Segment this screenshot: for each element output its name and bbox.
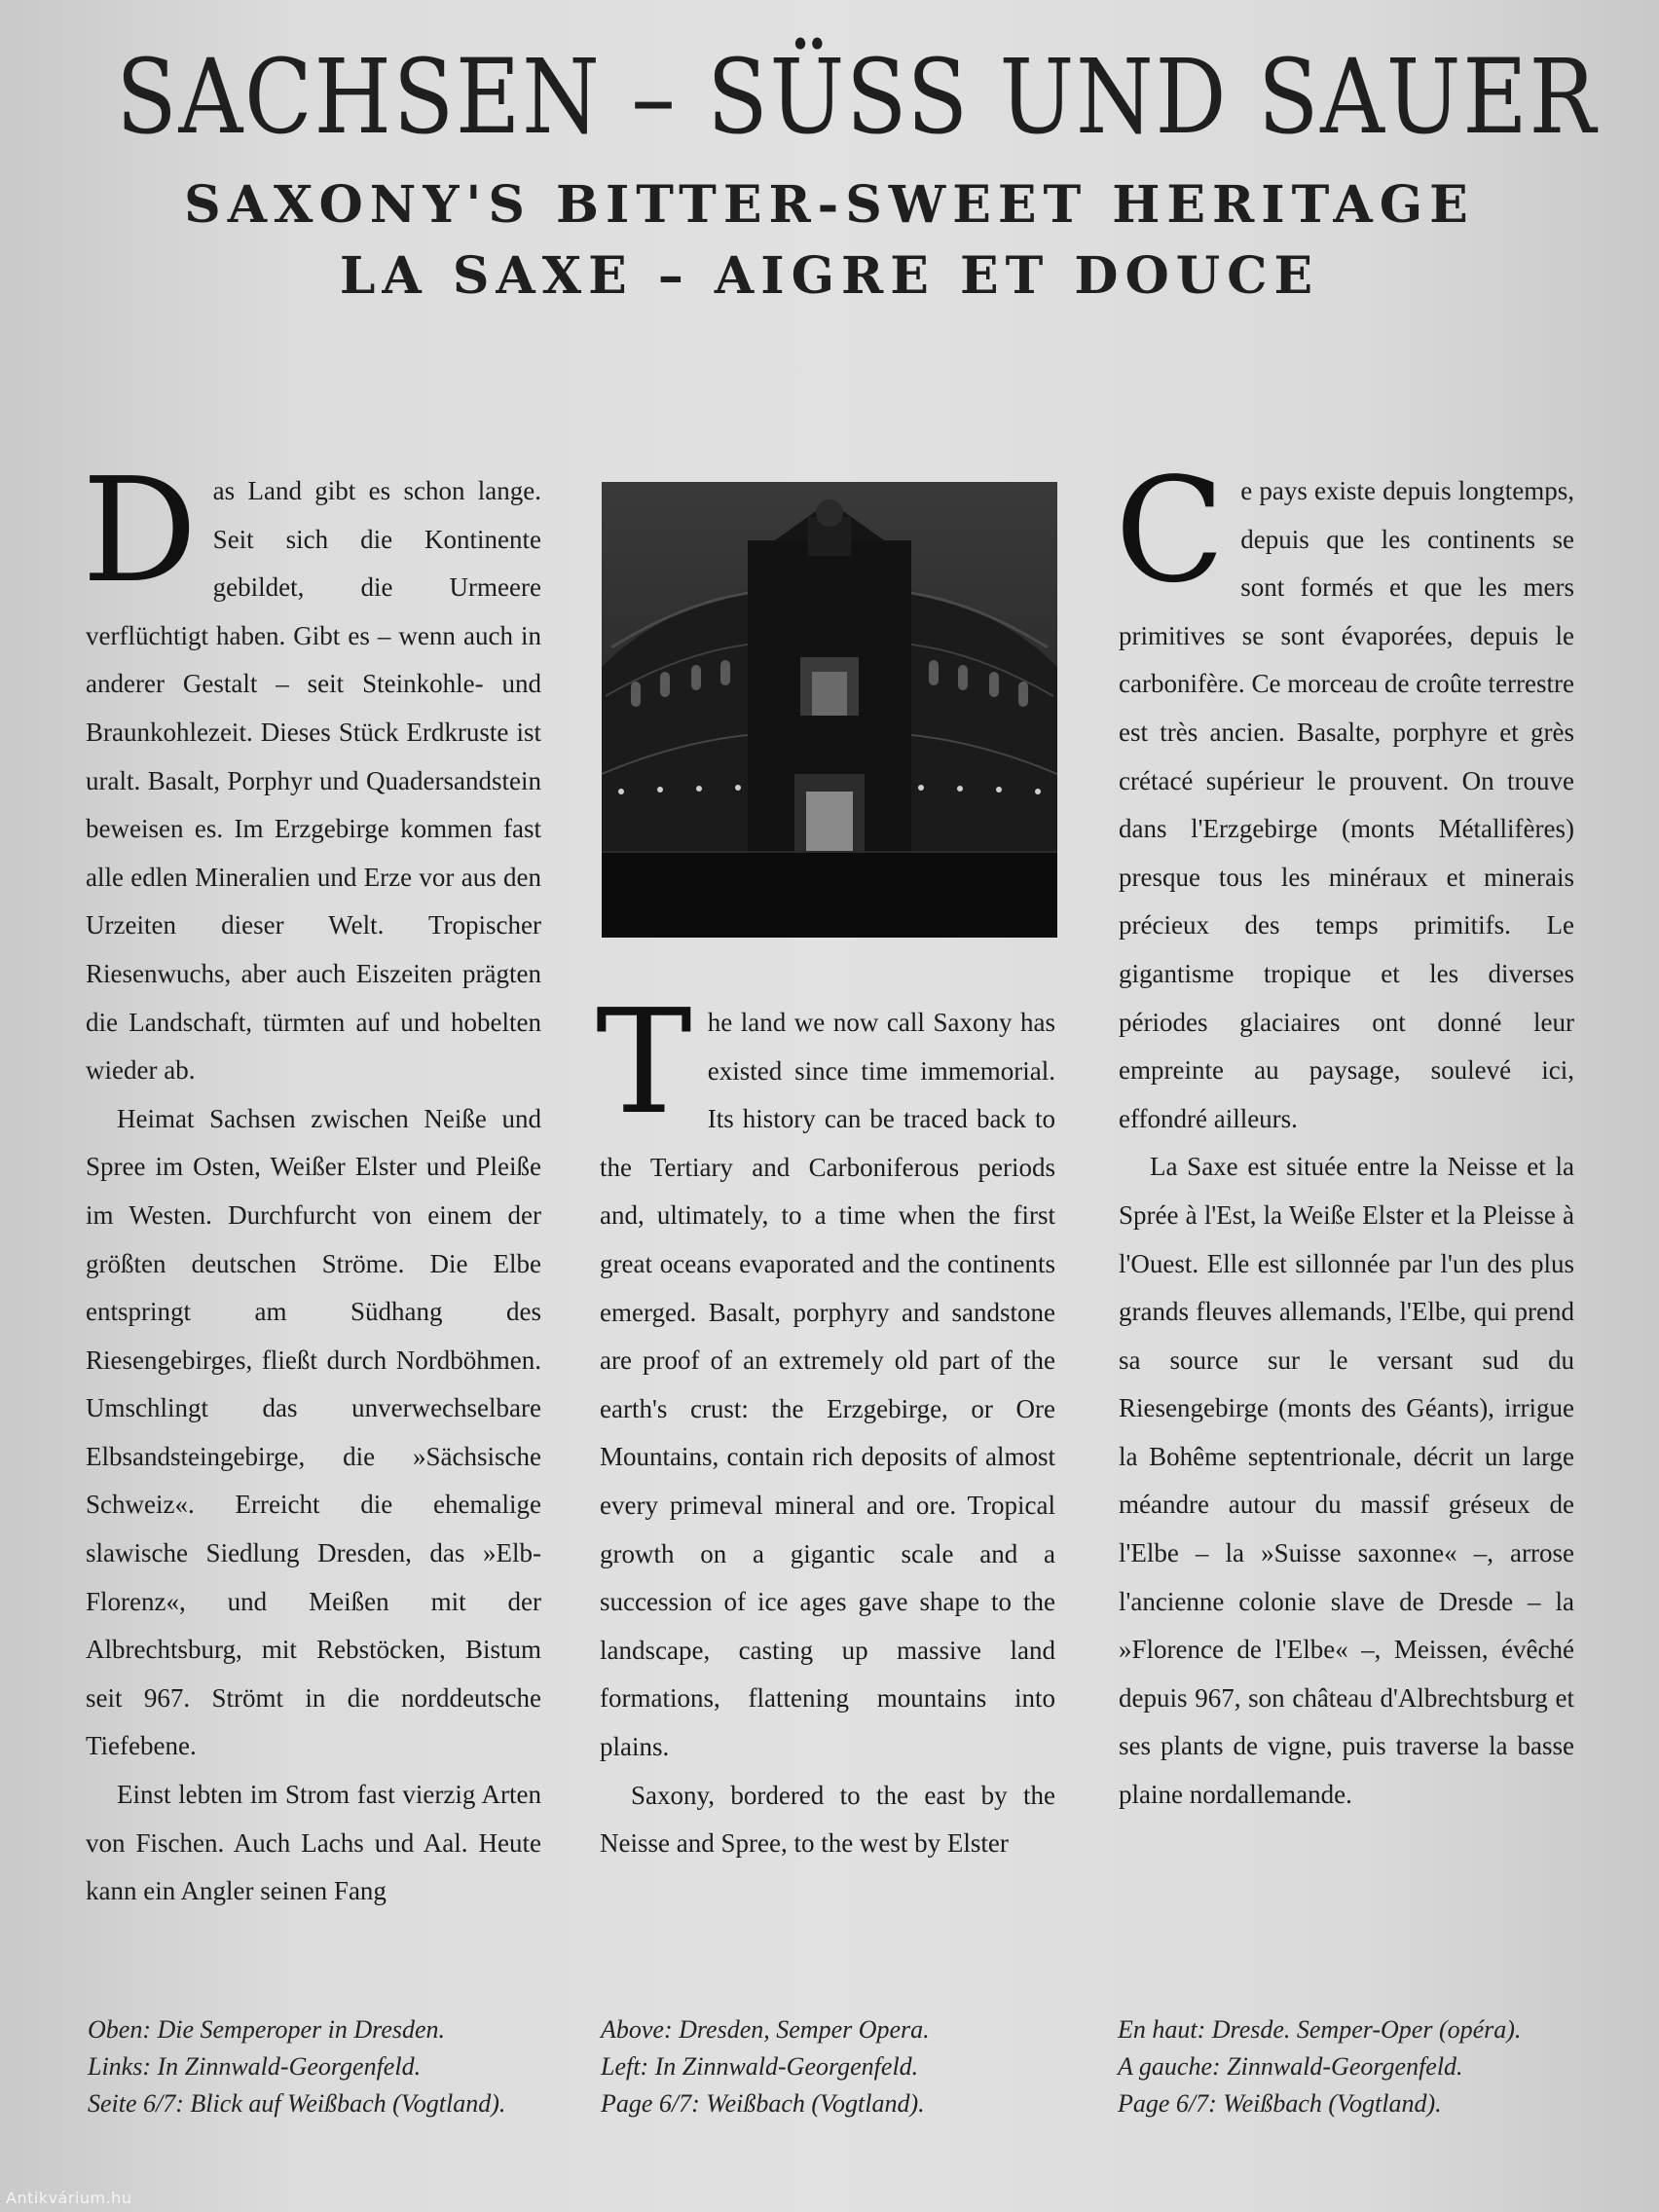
french-paragraph-1 [1115,447,1574,1143]
french-dropcap: C [1115,447,1226,614]
english-dropcap: T [596,978,692,1146]
caption-line: Links: In Zinnwald-Georgenfeld. [88,2052,422,2081]
caption-line: Above: Dresden, Semper Opera. [601,2015,930,2044]
german-column [82,447,541,1916]
caption-line: Page 6/7: Weißbach (Vogtland). [1118,2089,1442,2118]
caption-german [88,2011,555,2122]
caption-line: En haut: Dresde. Semper-Oper (opéra). [1118,2015,1522,2044]
caption-french [1118,2011,1585,2122]
german-paragraph-1-text: as Land gibt es schon lange. Seit sich die Kontinente gebildet, die Urmeere verflüchtigt haben. Gibt es – wenn auch in anderer Gestalt – seit Steinkohle- und Braunkohlezeit. Dieses Stück Erdkruste ist uralt. Basalt, Porphyr und Quadersandstein beweisen es. Im Erzgebirge kommen fast alle edlen Mineralien und Erze vor aus den Urzeiten dieser Welt. Tropischer Riesenwuchs, aber auch Eiszeiten prägten die Landschaft, türmten auf und hobelten wieder ab. [86,476,541,1086]
caption-line: Oben: Die Semperoper in Dresden. [88,2015,446,2044]
subtitle-english: SAXONY'S BITTER-SWEET HERITAGE [184,175,1475,235]
german-dropcap: D [82,447,198,614]
german-paragraph-1 [82,447,541,1095]
english-paragraph-1-text: he land we now call Saxony has existed since time immemorial. Its history can be traced back to the Tertiary and Carboniferous periods and, ultimately, to a time when the first great oceans evaporated and the continents emerged. Basalt, porphyry and sandstone are proof of an extremely old part of the earth's crust: the Erzgebirge, or Ore Mountains, contain rich deposits of almost every primeval mineral and ore. Tropical growth on a gigantic scale and a succession of ice ages gave shape to the landscape, casting up massive land formations, flattening mountains into plains. [600,1008,1055,1761]
caption-line: Left: In Zinnwald-Georgenfeld. [601,2052,919,2081]
watermark: Antikvárium.hu [6,2189,132,2207]
french-paragraph-2: La Saxe est située entre la Neisse et la Sprée à l'Est, la Weiße Elster et la Pleisse à l'Ouest. Elle est sillonnée par l'un des plus grands fleuves allemands, l'Elbe, qui prend sa source sur le versant sud du Riesengebirge (monts des Géants), irrigue la Bohême septentrionale, décrit un large méandre autour du massif gréseux de l'Elbe – la »Suisse saxonne« –, arrose l'ancienne colonie slave de Dresde – la »Florence de l'Elbe« –, Meissen, évêché depuis 967, son château d'Albrechtsburg et ses plants de vigne, puis traverse la basse plaine nordallemande. [1119,1152,1574,1810]
german-paragraph-2: Heimat Sachsen zwischen Neiße und Spree im Osten, Weißer Elster und Pleiße im Westen. Durchfurcht von einem der größten deutschen Ströme. Die Elbe entspringt am Südhang des Riesengebirges, fließt durch Nordböhmen. Umschlingt das unverwechselbare Elbsandsteingebirge, die »Sächsische Schweiz«. Erreicht die ehemalige slawische Siedlung Dresden, das »Elb-Florenz«, und Meißen mit der Albrechtsburg, mit Rebstöcken, Bistum seit 967. Strömt in die norddeutsche Tiefebene. [86,1103,541,1761]
french-column [1115,447,1574,1820]
caption-line: A gauche: Zinnwald-Georgenfeld. [1118,2052,1463,2081]
german-paragraph-3: Einst lebten im Strom fast vierzig Arten von Fischen. Auch Lachs und Aal. Heute kann ein Angler seinen Fang [86,1780,541,1906]
caption-english [601,2011,1068,2122]
caption-line: Seite 6/7: Blick auf Weißbach (Vogtland). [88,2089,506,2118]
semper-opera-photo [602,482,1057,938]
subtitle-french: LA SAXE – AIGRE ET DOUCE [339,246,1320,306]
english-paragraph-2: Saxony, bordered to the east by the Neisse and Spree, to the west by Elster [600,1780,1055,1859]
caption-line: Page 6/7: Weißbach (Vogtland). [601,2089,925,2118]
page-title: SACHSEN – SÜSS UND SAUER [116,37,1598,157]
french-paragraph-1-text: e pays existe depuis longtemps, depuis que les continents se sont formés et que les mers primitives se sont évaporées, depuis le carbonifère. Ce morceau de croûte terrestre est très ancien. Basalte, porphyre et grès crétacé supérieur le prouvent. On trouve dans l'Erzgebirge (monts Métallifères) presque tous les minéraux et minerais précieux des temps primitifs. Le gigantisme tropique et les diverses périodes glaciaires ont donné leur empreinte au paysage, soulevé ici, effondré ailleurs. [1119,476,1574,1133]
english-column [596,978,1055,1868]
english-paragraph-1 [596,978,1055,1772]
